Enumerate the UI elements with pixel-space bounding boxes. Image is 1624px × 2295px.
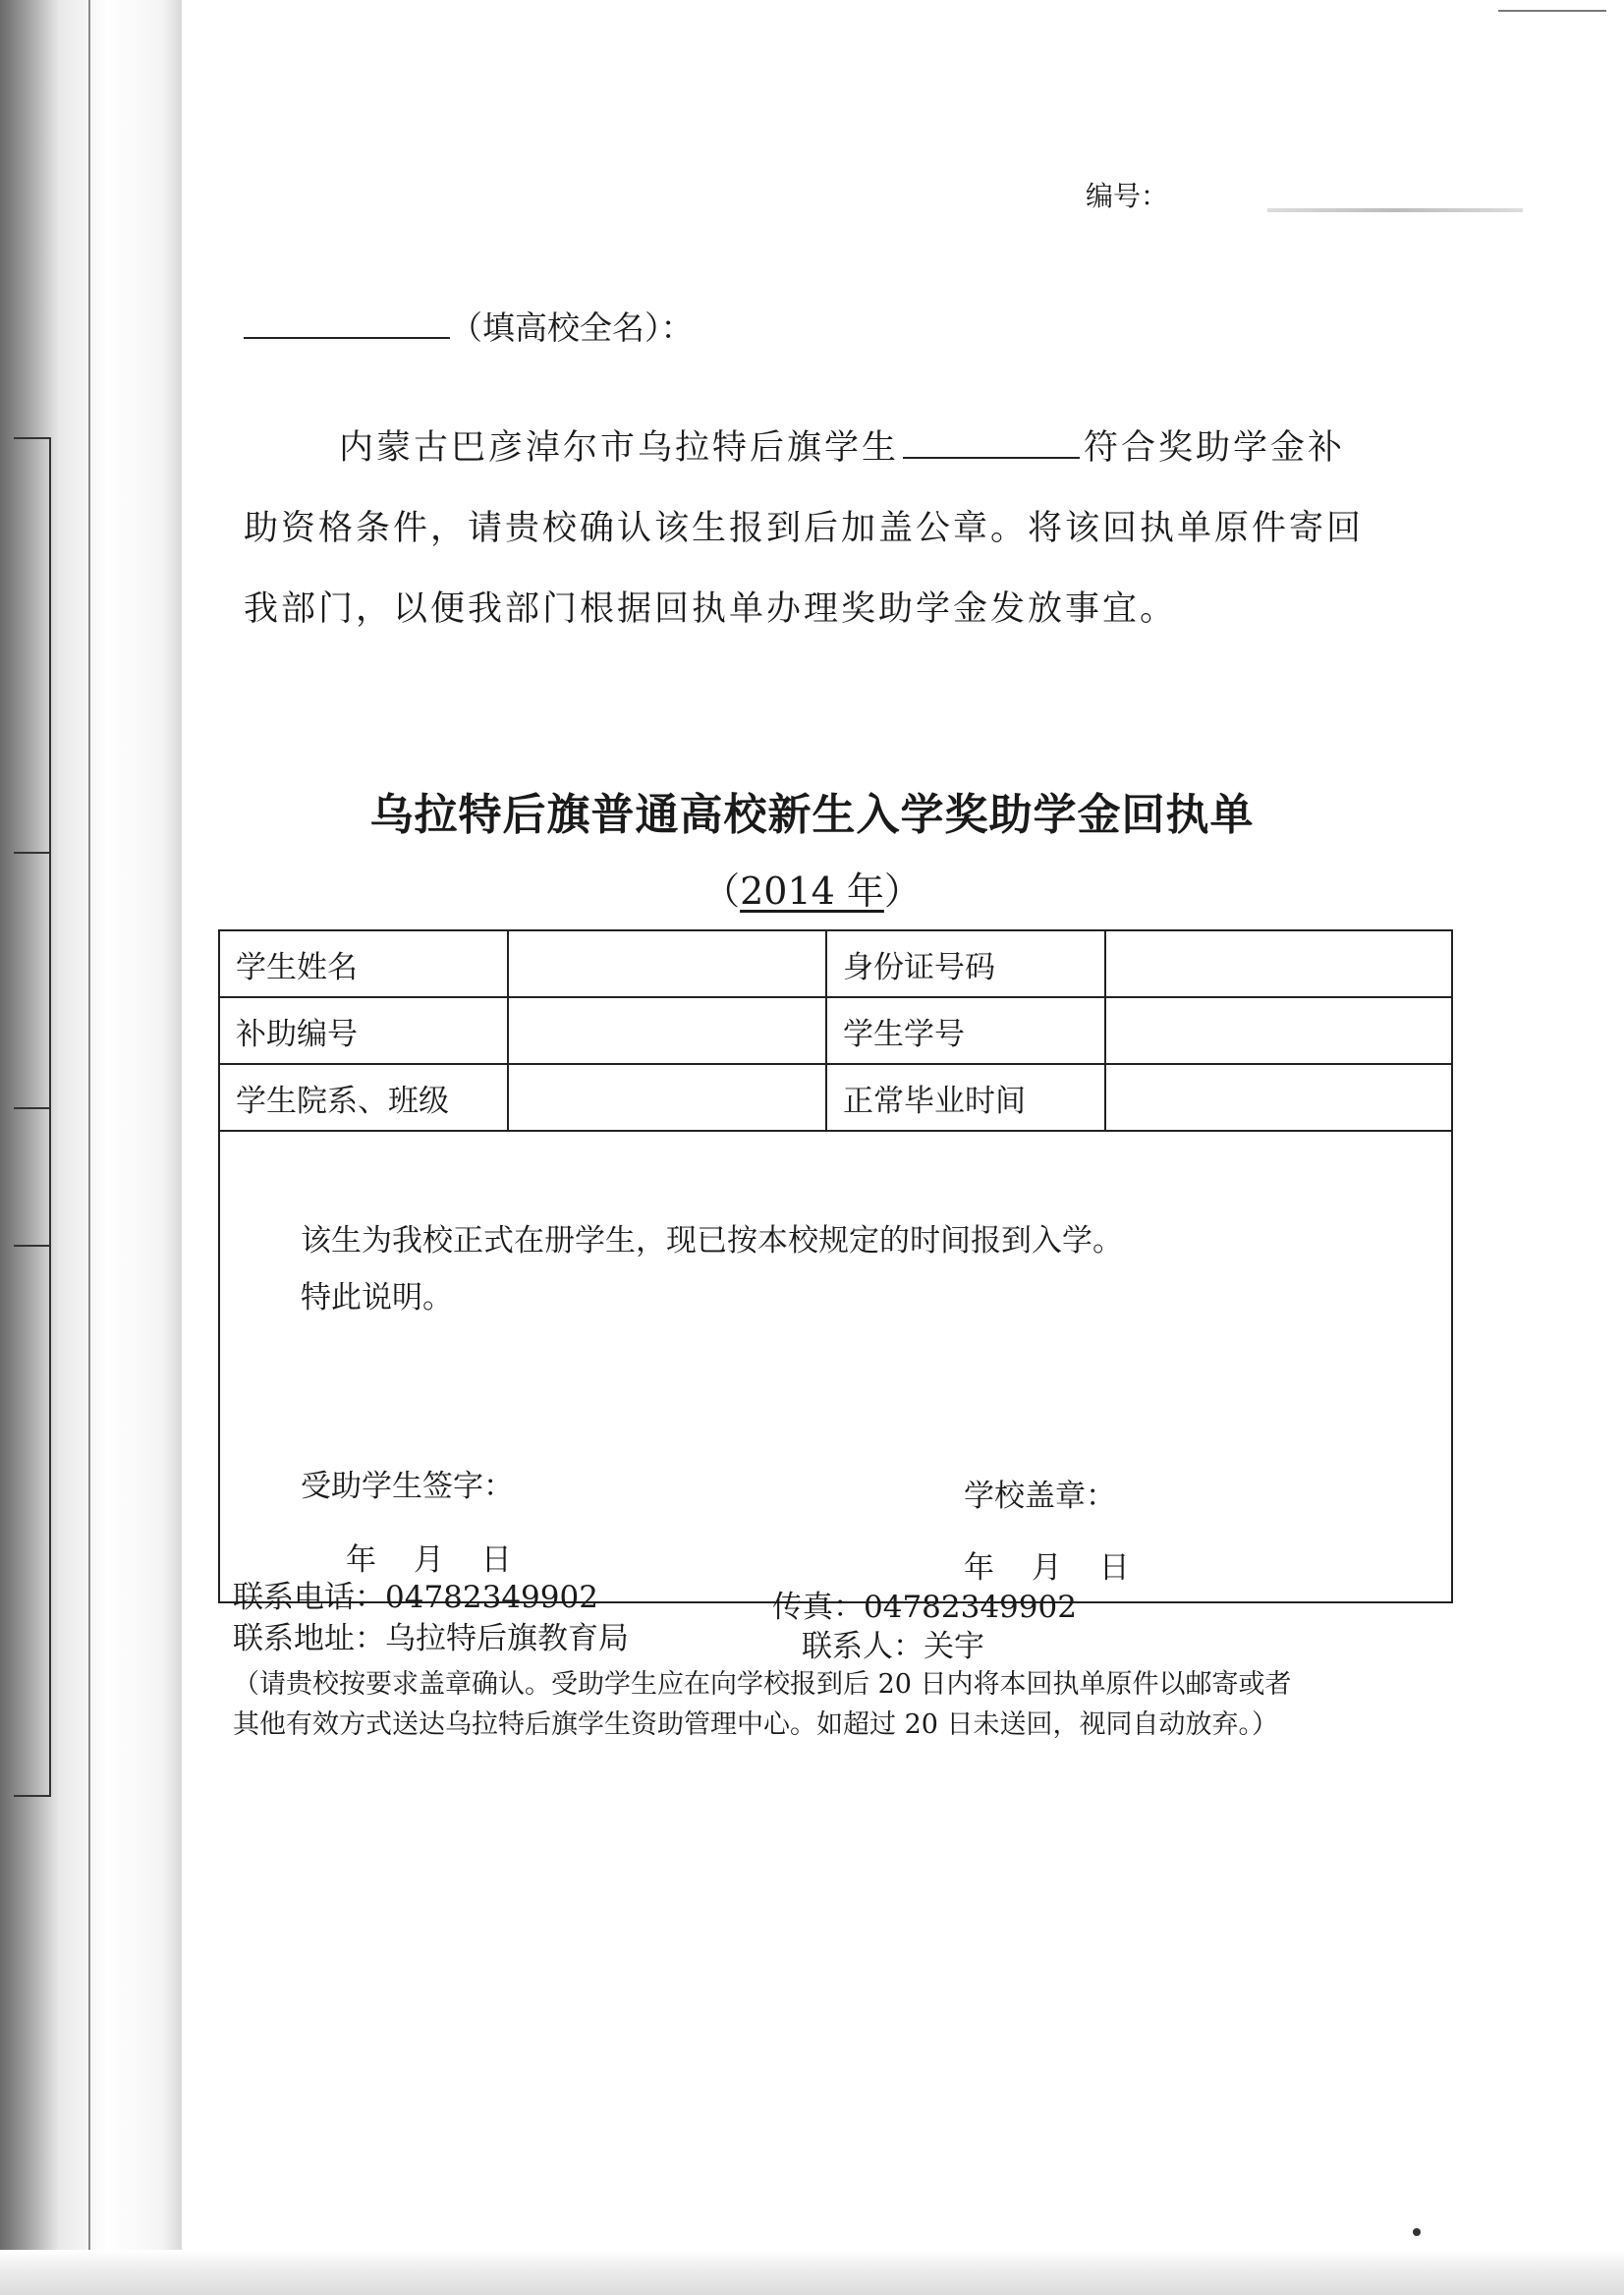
letter-text: 符合奖助学金补 [1084, 428, 1346, 468]
year-paren-close: ） [883, 869, 922, 913]
table-row [219, 1131, 1452, 1602]
table-row [219, 930, 1452, 997]
year-value: 2014 年 [740, 869, 884, 913]
scan-speck [1413, 2228, 1421, 2236]
id-number-field[interactable] [1105, 930, 1452, 997]
serial-number-redaction [1267, 208, 1523, 212]
graduation-time-field[interactable] [1105, 1064, 1452, 1131]
student-name-blank[interactable] [903, 427, 1080, 459]
student-sign-date[interactable]: 年 月 日 [346, 1542, 512, 1578]
student-id-field[interactable] [1105, 997, 1452, 1064]
field-label: 学生学号 [826, 997, 1105, 1064]
confirmation-cell [219, 1131, 1452, 1602]
underlying-page-edge [14, 437, 51, 1797]
student-signature-label: 受助学生签字： [301, 1469, 514, 1504]
footnote-line-1: （请贵校按要求盖章确认。受助学生应在向学校报到后 20 日内将本回执单原件以邮寄或者 [233, 1669, 1292, 1700]
underlying-page-rule [14, 1107, 49, 1109]
aid-number-field[interactable] [508, 997, 826, 1064]
student-name-field[interactable] [508, 930, 826, 997]
form-title: 乌拉特后旗普通高校新生入学奖助学金回执单 [369, 790, 1255, 840]
form-year [0, 861, 1624, 915]
university-name-blank[interactable] [244, 309, 450, 339]
contact-person: 联系人：关宇 [802, 1629, 984, 1664]
scan-bottom-shadow [0, 2250, 1624, 2295]
field-label: 身份证号码 [826, 930, 1105, 997]
field-label: 学生姓名 [219, 930, 508, 997]
department-class-field[interactable] [508, 1064, 826, 1131]
serial-number-label: 编号： [1086, 180, 1169, 212]
field-label: 学生院系、班级 [219, 1064, 508, 1131]
scan-edge-mark [1498, 10, 1606, 12]
field-label: 正常毕业时间 [826, 1064, 1105, 1131]
footnote-line-2: 其他有效方式送达乌拉特后旗学生资助管理中心。如超过 20 日未送回，视同自动放弃。） [233, 1709, 1279, 1740]
school-seal-date[interactable]: 年 月 日 [964, 1550, 1130, 1586]
field-label: 补助编号 [219, 997, 508, 1064]
contact-phone: 联系电话：04782349902 [233, 1580, 598, 1615]
statement-line: 该生为我校正式在册学生，现已按本校规定的时间报到入学。 [301, 1223, 1123, 1259]
confirmation-statement [301, 1212, 1123, 1326]
contact-fax: 传真：04782349902 [772, 1590, 1077, 1625]
addressee-suffix: （填高校全名）： [450, 308, 694, 347]
underlying-page-rule [14, 852, 49, 854]
year-paren-open: （ [702, 869, 741, 913]
table-row [219, 1064, 1452, 1131]
letter-text: 内蒙古巴彦淖尔市乌拉特后旗学生 [339, 428, 900, 468]
underlying-page-rule [14, 1245, 49, 1247]
receipt-table [218, 929, 1453, 1603]
table-row [219, 997, 1452, 1064]
binding-edge-line [88, 0, 90, 2295]
school-seal-label: 学校盖章： [964, 1479, 1116, 1514]
contact-address: 联系地址：乌拉特后旗教育局 [233, 1621, 629, 1656]
letter-line-2: 助资格条件，请贵校确认该生报到后加盖公章。将该回执单原件寄回 [244, 509, 1365, 548]
letter-line-3: 我部门，以便我部门根据回执单办理奖助学金发放事宜。 [244, 589, 1178, 629]
statement-line: 特此说明。 [301, 1280, 453, 1315]
addressee-line [244, 303, 694, 349]
letter-line-1 [339, 420, 1345, 470]
